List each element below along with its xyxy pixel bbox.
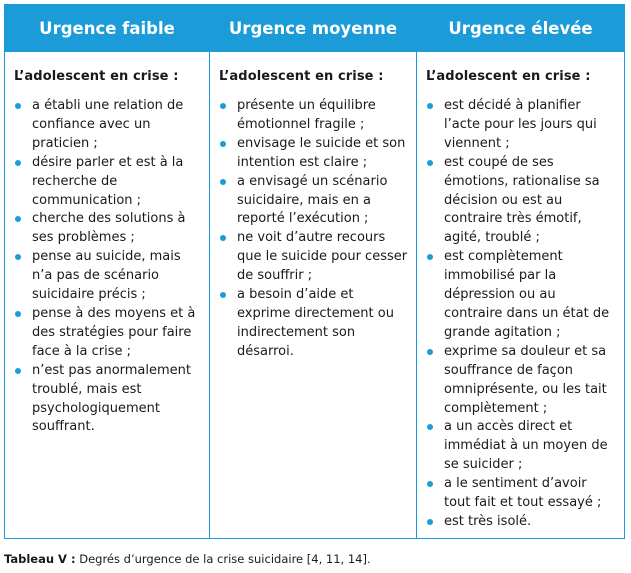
list-item: est décidé à planifier l’acte pour les jours qui viennent ; <box>425 97 616 154</box>
criteria-list <box>218 97 408 362</box>
table-caption <box>4 552 371 566</box>
list-item: a établi une relation de confiance avec un praticien ; <box>13 97 201 154</box>
list-item: exprime sa douleur et sa souffrance de façon omniprésente, ou les tait complètement ; <box>425 343 616 419</box>
list-item: pense au suicide, mais n’a pas de scénario suicidaire précis ; <box>13 248 201 305</box>
list-item: n’est pas anormalement troublé, mais est psychologiquement souffrant. <box>13 362 201 438</box>
list-item: ne voit d’autre recours que le suicide pour cesser de souffrir ; <box>218 229 408 286</box>
column-intro: L’adolescent en crise : <box>426 69 591 84</box>
list-item: est très isolé. <box>425 513 616 532</box>
list-item: envisage le suicide et son intention est claire ; <box>218 135 408 173</box>
column-intro: L’adolescent en crise : <box>14 69 179 84</box>
caption-label: Tableau V : <box>4 552 76 566</box>
list-item: a le sentiment d’avoir tout fait et tout essayé ; <box>425 475 616 513</box>
column-high-urgency <box>417 5 624 538</box>
column-low-urgency <box>5 5 210 538</box>
list-item: a un accès direct et immédiat à un moyen de se suicider ; <box>425 418 616 475</box>
list-item: a besoin d’aide et exprime directement ou indirectement son désarroi. <box>218 286 408 362</box>
list-item: désire parler et est à la recherche de communication ; <box>13 154 201 211</box>
column-body <box>210 52 416 362</box>
column-header: Urgence moyenne <box>210 5 416 52</box>
column-header: Urgence élevée <box>417 5 624 52</box>
list-item: a envisagé un scénario suicidaire, mais en a reporté l’exécution ; <box>218 173 408 230</box>
column-medium-urgency <box>210 5 417 538</box>
list-item: est coupé de ses émotions, rationalise sa décision ou est au contraire très émotif, agité, troublé ; <box>425 154 616 249</box>
list-item: est complètement immobilisé par la dépression ou au contraire dans un état de grande agitation ; <box>425 248 616 343</box>
column-body <box>417 52 624 532</box>
column-intro: L’adolescent en crise : <box>219 69 384 84</box>
column-header: Urgence faible <box>5 5 209 52</box>
criteria-list <box>425 97 616 532</box>
list-item: présente un équilibre émotionnel fragile ; <box>218 97 408 135</box>
criteria-list <box>13 97 201 437</box>
list-item: pense à des moyens et à des stratégies pour faire face à la crise ; <box>13 305 201 362</box>
column-body <box>5 52 209 437</box>
list-item: cherche des solutions à ses problèmes ; <box>13 210 201 248</box>
caption-text: Degrés d’urgence de la crise suicidaire [4, 11, 14]. <box>79 552 371 566</box>
urgency-table <box>4 4 625 539</box>
